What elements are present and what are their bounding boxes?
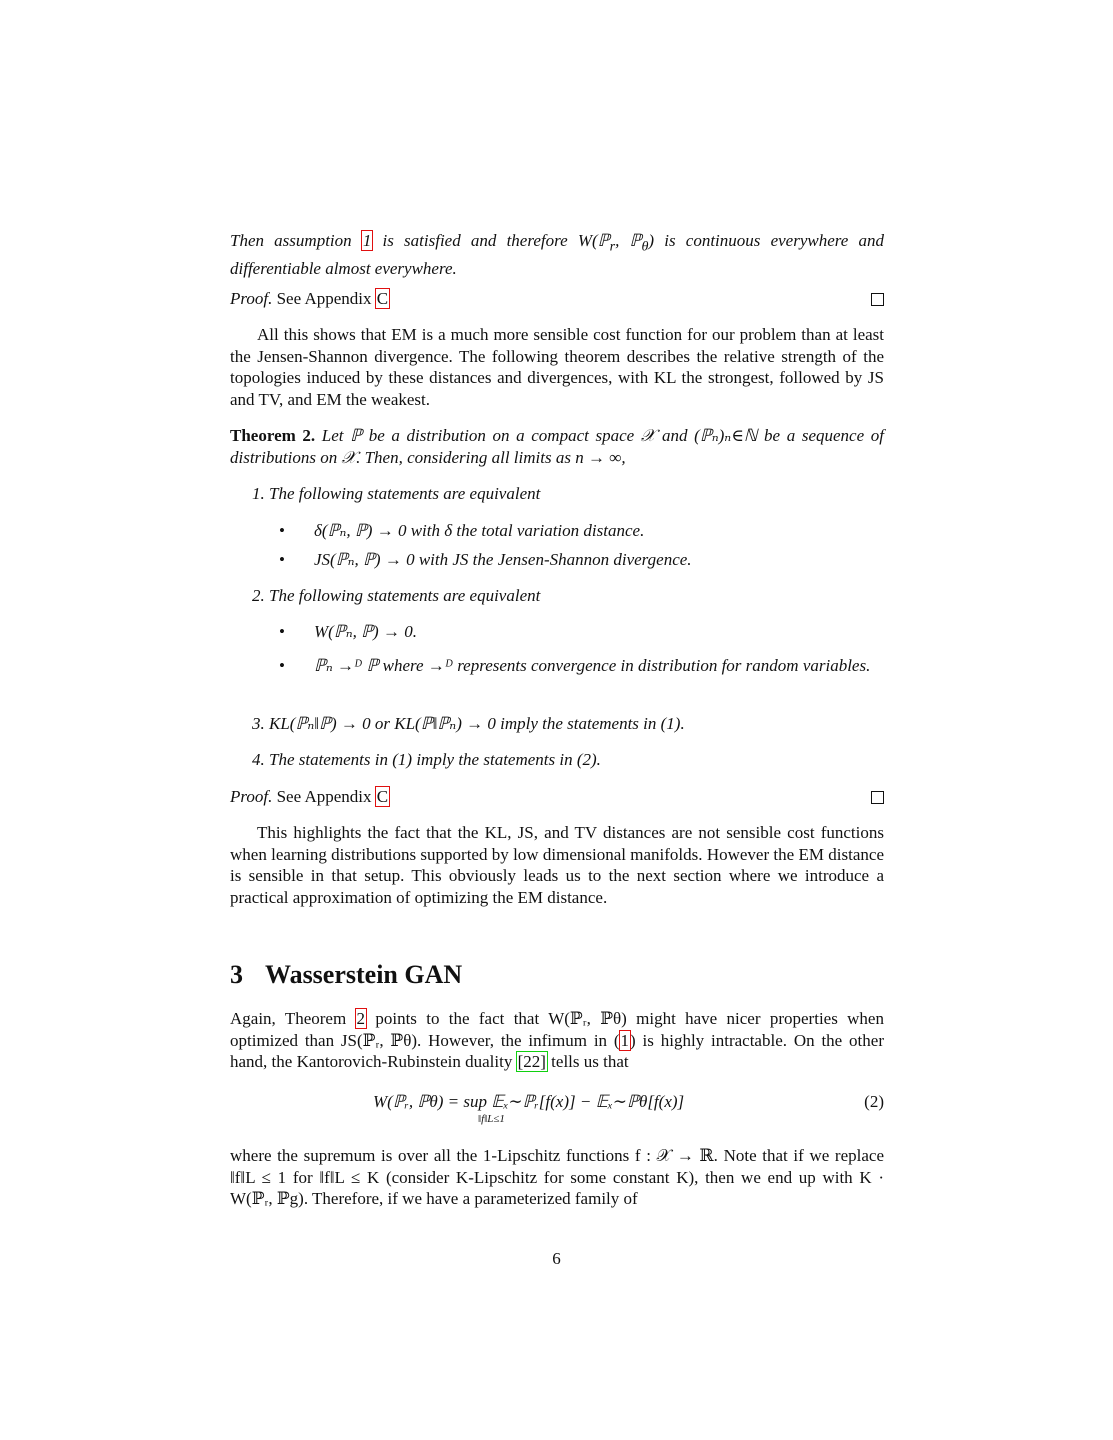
theorem-label: Theorem 2. <box>230 426 316 445</box>
qed-symbol <box>871 791 884 804</box>
text: The following statements are equivalent <box>269 586 541 605</box>
enum-number: 2. <box>252 586 265 605</box>
text: The following statements are equivalent <box>269 484 541 503</box>
proof-label: Proof. <box>230 787 273 806</box>
enum-item-3 <box>252 713 884 735</box>
enum-number: 1. <box>252 484 265 503</box>
text: ) is highly intractable. On the other hand, the Kantorovich-Rubinstein duality <box>230 1030 884 1072</box>
theorem-2 <box>230 425 884 468</box>
text: See Appendix <box>272 787 376 806</box>
citation-link[interactable]: [22] <box>517 1052 546 1072</box>
text: See Appendix <box>272 289 376 308</box>
section-heading <box>230 960 462 990</box>
enum-number: 4. <box>252 750 265 769</box>
appendix-ref-link[interactable]: C <box>376 787 389 806</box>
paragraph: All this shows that EM is a much more sensible cost function for our problem than at least the Jensen-Shannon divergence. The following theorem describes the relative strength of the topologies induced by these distances and divergences, with KL the strongest, followed by JS and TV, and EM the weakest. <box>230 325 884 410</box>
enum-item-2 <box>252 585 884 607</box>
text: , ℙ <box>615 231 642 250</box>
equation-number: (2) <box>864 1092 884 1111</box>
appendix-ref-link[interactable]: C <box>376 289 389 308</box>
paragraph: where the supremum is over all the 1-Lipschitz functions f : 𝒳 → ℝ. Note that if we replace ‖f‖L ≤ 1 for ‖f‖L ≤ K (consider K-Lipschitz for some constant K), then we end up with K · W(ℙᵣ, ℙg). Therefore, if we have a parameterized family of <box>230 1146 884 1209</box>
bullet-item: • W(ℙₙ, ℙ) → 0. <box>296 621 884 643</box>
text: points to the fact that W(ℙᵣ, ℙθ) might have nicer properties when optimized than JS(ℙᵣ, ℙθ). However, the infimum in ( <box>230 1009 884 1050</box>
equation-body: W(ℙᵣ, ℙθ) = sup 𝔼ₓ∼ℙᵣ[f(x)] − 𝔼ₓ∼ℙθ[f(x)] <box>373 1092 685 1111</box>
proof-1 <box>230 288 884 310</box>
text: JS(ℙₙ, ℙ) → 0 with JS the Jensen-Shannon divergence. <box>314 550 692 569</box>
proof-label: Proof. <box>230 289 273 308</box>
section-number: 3 <box>230 960 243 989</box>
enum-item-1 <box>252 483 884 505</box>
bullet-item: • JS(ℙₙ, ℙ) → 0 with JS the Jensen-Shannon divergence. <box>296 549 884 571</box>
text: KL(ℙₙ‖ℙ) → 0 or KL(ℙ‖ℙₙ) → 0 imply the statements in (1). <box>269 714 685 733</box>
paragraph: This highlights the fact that the KL, JS, and TV distances are not sensible cost functions when learning distributions supported by low dimensional manifolds. However the EM distance is sensible in that setup. This obviously leads us to the next section where we introduce a practical approximation of optimizing the EM distance. <box>230 823 884 908</box>
page-number: 6 <box>552 1249 561 1268</box>
section-title: Wasserstein GAN <box>265 960 463 989</box>
text: W(ℙₙ, ℙ) → 0. <box>314 622 417 641</box>
enum-item-4 <box>252 749 884 771</box>
text: The statements in (1) imply the statements in (2). <box>269 750 601 769</box>
bullet-item: • δ(ℙₙ, ℙ) → 0 with δ the total variation distance. <box>296 520 884 542</box>
bullet-item: • ℙₙ →ᴰ ℙ where →ᴰ represents convergence in distribution for random variables. <box>296 655 884 677</box>
text: tells us that <box>546 1052 629 1072</box>
paragraph <box>230 1008 884 1073</box>
theorem-ref-link[interactable]: 2 <box>356 1009 366 1028</box>
text: Again, Theorem <box>230 1009 356 1028</box>
text: is satisfied and therefore W(ℙ <box>372 231 610 250</box>
equation-subscript: ‖f‖L≤1 <box>478 1113 505 1125</box>
text: δ(ℙₙ, ℙ) → 0 with δ the total variation distance. <box>314 521 645 540</box>
text: ) is continuous everywhere and differentiable almost everywhere. <box>230 231 884 279</box>
text: θ <box>641 238 649 255</box>
text: r <box>609 238 616 255</box>
lemma-conclusion <box>230 230 884 280</box>
text: ℙₙ →ᴰ ℙ where →ᴰ represents convergence in distribution for random variables. <box>314 656 871 675</box>
text: Then assumption <box>230 231 362 250</box>
equation-ref-link[interactable]: 1 <box>620 1030 630 1050</box>
equation-2 <box>230 1092 884 1134</box>
proof-2 <box>230 786 884 808</box>
enum-number: 3. <box>252 714 265 733</box>
assumption-ref-link[interactable]: 1 <box>362 231 372 250</box>
text: Let ℙ be a distribution on a compact space 𝒳 and (ℙₙ)ₙ∈ℕ be a sequence of distributions on 𝒳. Then, considering all limits as n → ∞, <box>230 426 884 467</box>
qed-symbol <box>871 293 884 306</box>
